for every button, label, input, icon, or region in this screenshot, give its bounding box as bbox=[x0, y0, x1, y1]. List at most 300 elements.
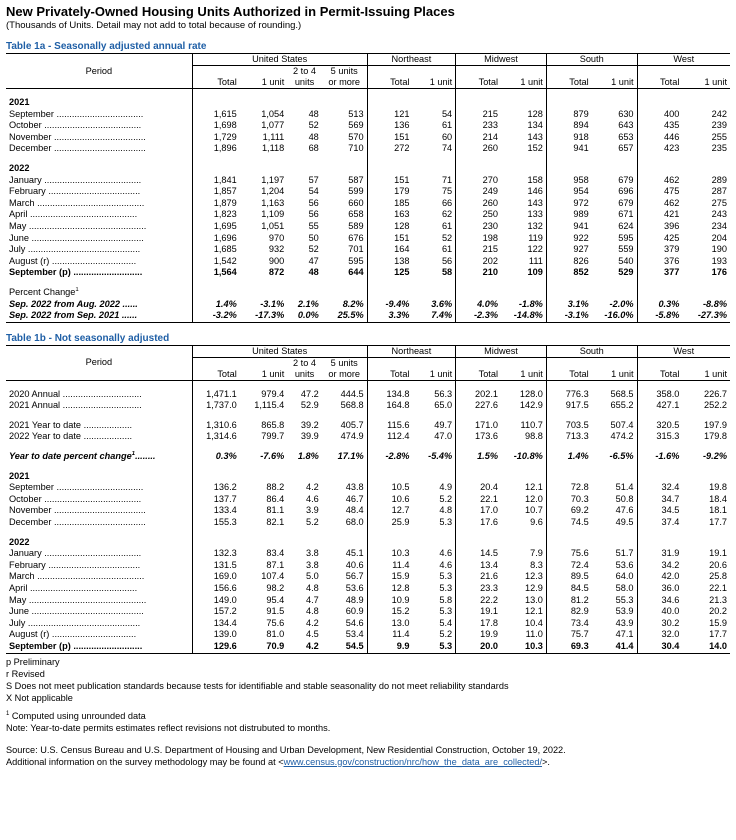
table-row bbox=[6, 120, 730, 132]
table-cell: -10.8% bbox=[513, 451, 543, 462]
empty-cell bbox=[192, 380, 240, 389]
empty-cell bbox=[412, 357, 455, 369]
table-cell: 39.9 bbox=[300, 431, 319, 442]
table-cell: 155.3 bbox=[192, 517, 240, 529]
table-cell: 4.9 bbox=[439, 482, 453, 493]
column-header: or more bbox=[322, 369, 367, 381]
table-cell: 270 bbox=[456, 175, 501, 187]
table-cell: 164.8 bbox=[367, 400, 412, 412]
empty-cell bbox=[682, 380, 730, 389]
table-cell: 51.7 bbox=[615, 548, 634, 559]
table-cell: 25.5% bbox=[322, 310, 367, 322]
table-cell: 72.8 bbox=[546, 482, 591, 494]
table-cell: 799.7 bbox=[261, 431, 285, 442]
empty-cell bbox=[637, 380, 682, 389]
table-cell: 47.6 bbox=[615, 505, 634, 516]
table-row bbox=[6, 256, 730, 268]
table-cell: 475 bbox=[637, 186, 682, 198]
row-label-text: February bbox=[9, 186, 46, 197]
table-cell: 358.0 bbox=[637, 389, 682, 401]
empty-cell bbox=[367, 471, 412, 483]
column-header: 1 unit bbox=[682, 77, 730, 89]
table-cell: 1,685 bbox=[192, 244, 240, 256]
empty-cell bbox=[287, 163, 322, 175]
empty-cell bbox=[546, 66, 591, 78]
table-cell: 10.9 bbox=[367, 595, 412, 607]
empty-cell bbox=[546, 287, 591, 299]
empty-cell bbox=[192, 155, 240, 163]
table-cell: 421 bbox=[637, 209, 682, 221]
empty-cell bbox=[287, 529, 322, 537]
row-label-text: August (r) bbox=[9, 255, 50, 266]
table-cell: -1.8% bbox=[518, 298, 543, 309]
row-label bbox=[6, 175, 192, 187]
row-label bbox=[6, 494, 192, 506]
percent-change-label: Percent Change bbox=[9, 286, 76, 297]
table-cell: 48.9 bbox=[345, 594, 364, 605]
empty-cell bbox=[682, 155, 730, 163]
table-cell: 1,823 bbox=[192, 209, 240, 221]
table-cell: 19.8 bbox=[709, 482, 727, 493]
empty-cell bbox=[322, 163, 367, 175]
section-row bbox=[6, 471, 730, 483]
empty-cell bbox=[240, 529, 288, 537]
table-cell: 58.0 bbox=[615, 583, 634, 593]
table-cell: 173.6 bbox=[456, 431, 501, 443]
table-cell: 18.1 bbox=[709, 505, 727, 516]
table-cell: 134.4 bbox=[192, 618, 240, 630]
row-label-text: 2022 Year to date bbox=[9, 431, 82, 442]
empty-cell bbox=[456, 380, 501, 389]
table-row bbox=[6, 431, 730, 443]
table-cell: 75.6 bbox=[266, 617, 285, 628]
column-header: 1 unit bbox=[682, 369, 730, 381]
table-cell: -7.6% bbox=[260, 451, 285, 462]
column-header: 1 unit bbox=[240, 77, 288, 89]
table-cell: 14.5 bbox=[456, 548, 501, 560]
table-cell: 202 bbox=[456, 256, 501, 268]
empty-cell bbox=[367, 163, 412, 175]
table-cell: 214 bbox=[456, 132, 501, 144]
table-cell: 107.4 bbox=[261, 571, 285, 582]
table-cell: 47 bbox=[308, 255, 319, 266]
empty-cell bbox=[192, 97, 240, 109]
table-cell: 1.5% bbox=[456, 451, 501, 463]
empty-cell bbox=[592, 163, 637, 175]
table-cell: 570 bbox=[348, 131, 364, 142]
table-cell: -2.8% bbox=[367, 451, 412, 463]
row-label-text: September (p) bbox=[9, 640, 71, 651]
empty-cell bbox=[412, 279, 455, 287]
table-cell: 425 bbox=[637, 233, 682, 245]
table-cell: 10.7 bbox=[524, 505, 543, 516]
empty-cell bbox=[240, 163, 288, 175]
table-cell: 98.2 bbox=[266, 583, 285, 593]
leader-dots: .......................................... bbox=[27, 209, 138, 220]
table-cell: 48 bbox=[308, 108, 319, 119]
empty-cell bbox=[456, 89, 501, 98]
row-label-text: September (p) bbox=[9, 267, 71, 278]
row-label-text: 2021 Year to date bbox=[9, 419, 82, 430]
period-header: Period bbox=[6, 54, 192, 89]
row-label-text: March bbox=[9, 571, 35, 582]
table-cell: 30.2 bbox=[637, 618, 682, 630]
empty-cell bbox=[501, 529, 546, 537]
additional-info bbox=[6, 756, 730, 768]
table-cell: 972 bbox=[546, 198, 591, 210]
table-cell: 20.4 bbox=[456, 482, 501, 494]
table-cell: 235 bbox=[711, 143, 727, 154]
footnote-mark: 1 bbox=[75, 286, 79, 293]
table-cell: 21.3 bbox=[709, 594, 727, 605]
column-header: Total bbox=[456, 369, 501, 381]
row-label-text: July bbox=[9, 617, 26, 628]
table-cell: 5.3 bbox=[439, 606, 453, 617]
empty-cell bbox=[456, 287, 501, 299]
table-cell: -1.6% bbox=[637, 451, 682, 463]
table-1b-label: Table 1b - Not seasonally adjusted bbox=[6, 332, 170, 344]
table-row bbox=[6, 198, 730, 210]
empty-cell bbox=[412, 66, 455, 78]
empty-cell bbox=[192, 412, 240, 420]
table-cell: 133.4 bbox=[192, 505, 240, 517]
section-label: 2021 bbox=[9, 470, 30, 481]
table-cell: 40.0 bbox=[637, 606, 682, 618]
spacer-cell bbox=[6, 529, 192, 537]
column-header: 1 unit bbox=[501, 77, 546, 89]
empty-cell bbox=[367, 155, 412, 163]
row-label bbox=[6, 186, 192, 198]
section-row bbox=[6, 537, 730, 549]
table-cell: 589 bbox=[348, 220, 364, 231]
table-cell: 61 bbox=[441, 120, 453, 131]
table-cell: 31.9 bbox=[637, 548, 682, 560]
empty-cell bbox=[682, 279, 730, 287]
table-cell: 84.5 bbox=[546, 583, 591, 595]
empty-cell bbox=[637, 463, 682, 471]
table-cell: 48.4 bbox=[345, 505, 364, 516]
table-cell: 179.8 bbox=[704, 431, 727, 442]
table-cell: 133 bbox=[527, 209, 543, 220]
empty-cell bbox=[456, 155, 501, 163]
table-cell: 879 bbox=[546, 109, 591, 121]
row-label-text: Sep. 2022 from Aug. 2022 bbox=[9, 298, 120, 309]
table-cell: 8.3 bbox=[530, 559, 543, 570]
table-cell: 275 bbox=[711, 197, 727, 208]
table-cell: 134 bbox=[527, 120, 543, 131]
table-cell: 540 bbox=[618, 255, 634, 266]
table-cell: 529 bbox=[618, 267, 634, 278]
table-cell: 12.9 bbox=[524, 583, 543, 593]
table-cell: 239 bbox=[711, 120, 727, 131]
table-cell: 56 bbox=[308, 209, 319, 220]
table-cell: 1,698 bbox=[192, 120, 240, 132]
empty-cell bbox=[322, 287, 367, 299]
row-label-text: November bbox=[9, 131, 52, 142]
empty-cell bbox=[287, 380, 322, 389]
table-cell: 34.6 bbox=[637, 595, 682, 607]
table-cell: 1,054 bbox=[261, 108, 285, 119]
table-cell: 4.6 bbox=[439, 559, 453, 570]
table-cell: -3.2% bbox=[192, 310, 240, 322]
empty-cell bbox=[287, 463, 322, 471]
table-cell: 979.4 bbox=[261, 388, 285, 399]
table-cell: 1,729 bbox=[192, 132, 240, 144]
table-cell: 474.2 bbox=[610, 431, 634, 442]
table-cell: 52 bbox=[441, 232, 453, 243]
table-cell: 52 bbox=[308, 244, 319, 255]
empty-cell bbox=[637, 155, 682, 163]
table-cell: 4.7 bbox=[306, 594, 319, 605]
table-cell: 47.0 bbox=[434, 431, 453, 442]
table-cell: 922 bbox=[546, 233, 591, 245]
methodology-link[interactable]: www.census.gov/construction/nrc/how_the_data_are_collected/ bbox=[283, 756, 543, 767]
empty-cell bbox=[287, 287, 322, 299]
group-header-south: South bbox=[546, 345, 637, 357]
table-cell: 21.6 bbox=[456, 571, 501, 583]
period-header: Period bbox=[6, 345, 192, 380]
table-cell: 0.3% bbox=[637, 299, 682, 311]
group-header-midwest: Midwest bbox=[456, 54, 547, 66]
leader-dots: .......................................... bbox=[34, 197, 145, 208]
group-header-united-states: United States bbox=[192, 345, 367, 357]
empty-cell bbox=[412, 463, 455, 471]
table-cell: 62 bbox=[441, 209, 453, 220]
table-cell: 657 bbox=[618, 143, 634, 154]
row-label-text: February bbox=[9, 559, 46, 570]
table-cell: 5.2 bbox=[306, 517, 319, 528]
table-cell: 20.0 bbox=[456, 641, 501, 653]
units-2to4-header: 2 to 4 bbox=[293, 66, 317, 76]
table-cell: 82.1 bbox=[266, 517, 285, 528]
empty-cell bbox=[367, 97, 412, 109]
table-cell: 249 bbox=[456, 186, 501, 198]
table-row bbox=[6, 583, 730, 595]
empty-cell bbox=[592, 279, 637, 287]
leader-dots: .................................... bbox=[51, 505, 146, 516]
table-cell: 1,564 bbox=[192, 267, 240, 279]
empty-cell bbox=[546, 380, 591, 389]
empty-cell bbox=[240, 471, 288, 483]
table-cell: 34.5 bbox=[637, 505, 682, 517]
empty-cell bbox=[682, 97, 730, 109]
table-cell: 1,197 bbox=[261, 174, 285, 185]
table-cell: 595 bbox=[348, 255, 364, 266]
footnote-1 bbox=[6, 710, 730, 722]
table-cell: 379 bbox=[637, 244, 682, 256]
table-cell: 13.0 bbox=[524, 594, 543, 605]
row-label-text: Year to date percent change bbox=[9, 451, 132, 462]
table-cell: -16.0% bbox=[592, 310, 637, 322]
table-cell: 1,314.6 bbox=[192, 431, 240, 443]
table-row bbox=[6, 267, 730, 279]
table-cell: 927 bbox=[546, 244, 591, 256]
section-label: 2021 bbox=[9, 97, 30, 107]
row-label bbox=[6, 233, 192, 245]
spacer-row bbox=[6, 155, 730, 163]
empty-cell bbox=[322, 443, 367, 451]
table-cell: 507.4 bbox=[610, 419, 634, 430]
spacer-row bbox=[6, 529, 730, 537]
table-cell: 10.6 bbox=[367, 494, 412, 506]
empty-cell bbox=[682, 412, 730, 420]
table-cell: 3.8 bbox=[306, 559, 319, 570]
table-cell: 4.0% bbox=[456, 299, 501, 311]
table-cell: 110.7 bbox=[520, 419, 543, 430]
empty-cell bbox=[501, 89, 546, 98]
table-cell: 43.9 bbox=[615, 617, 634, 628]
empty-cell bbox=[682, 443, 730, 451]
row-label-text: June bbox=[9, 606, 29, 617]
empty-cell bbox=[592, 529, 637, 537]
table-cell: 151 bbox=[367, 233, 412, 245]
table-cell: 128.0 bbox=[519, 388, 543, 399]
leader-dots: ...................................... bbox=[41, 548, 142, 559]
row-label-text: Sep. 2022 from Sep. 2021 bbox=[9, 310, 120, 321]
empty-cell bbox=[501, 471, 546, 483]
empty-cell bbox=[240, 279, 288, 287]
table-cell: 47.1 bbox=[615, 629, 634, 640]
table-row bbox=[6, 641, 730, 653]
table-cell: 17.7 bbox=[709, 517, 727, 528]
table-cell: 9.6 bbox=[530, 517, 543, 528]
row-label-text: December bbox=[9, 143, 52, 154]
table-cell: 179 bbox=[367, 186, 412, 198]
table-cell: -6.5% bbox=[609, 451, 634, 462]
leader-dots: ...................................... bbox=[41, 493, 142, 504]
table-cell: 255 bbox=[711, 131, 727, 142]
table-cell: 143 bbox=[527, 197, 543, 208]
table-cell: 9.9 bbox=[367, 641, 412, 653]
empty-cell bbox=[287, 89, 322, 98]
empty-cell bbox=[637, 97, 682, 109]
table-cell: 653 bbox=[618, 131, 634, 142]
empty-cell bbox=[637, 537, 682, 549]
empty-cell bbox=[412, 443, 455, 451]
additional-prefix: Additional information on the survey methodology may be found at < bbox=[6, 756, 284, 767]
table-cell: -9.2% bbox=[702, 451, 727, 462]
table-cell: 446 bbox=[637, 132, 682, 144]
table-cell: 193 bbox=[711, 255, 727, 266]
empty-cell bbox=[501, 97, 546, 109]
row-label-text: April bbox=[9, 583, 28, 593]
table-cell: 20.6 bbox=[709, 559, 727, 570]
table-cell: 129.6 bbox=[192, 641, 240, 653]
table-cell: 53.9 bbox=[615, 606, 634, 617]
table-cell: 12.7 bbox=[367, 505, 412, 517]
table-cell: 3.9 bbox=[306, 505, 319, 516]
empty-cell bbox=[546, 163, 591, 175]
empty-cell bbox=[412, 537, 455, 549]
table-cell: 10.5 bbox=[367, 482, 412, 494]
units-5plus-header: 5 units bbox=[330, 66, 358, 76]
row-label bbox=[6, 267, 192, 279]
row-label bbox=[6, 244, 192, 256]
table-cell: 152 bbox=[527, 143, 543, 154]
table-cell: 83.4 bbox=[266, 548, 285, 559]
table-cell: 872 bbox=[268, 267, 285, 278]
table-cell: 1.8% bbox=[297, 451, 319, 462]
table-cell: 1,163 bbox=[261, 197, 285, 208]
table-cell: 0.0% bbox=[287, 310, 322, 322]
table-cell: 53.6 bbox=[345, 583, 364, 593]
table-cell: 50.8 bbox=[615, 493, 634, 504]
column-header: or more bbox=[322, 77, 367, 89]
table-cell: 272 bbox=[367, 143, 412, 155]
table-cell: 400 bbox=[637, 109, 682, 121]
section-label: 2022 bbox=[9, 536, 30, 547]
table-cell: 376 bbox=[637, 256, 682, 268]
column-header: 1 unit bbox=[592, 369, 637, 381]
table-cell: 48 bbox=[308, 267, 319, 278]
empty-cell bbox=[682, 529, 730, 537]
empty-cell bbox=[456, 97, 501, 109]
table-row bbox=[6, 186, 730, 198]
empty-cell bbox=[367, 89, 412, 98]
table-row bbox=[6, 420, 730, 432]
row-label-text: December bbox=[9, 517, 52, 528]
column-header: 1 unit bbox=[412, 369, 455, 381]
table-cell: 156.6 bbox=[192, 583, 240, 595]
table-row bbox=[6, 244, 730, 256]
row-label-text: September bbox=[9, 108, 54, 119]
table-cell: 56.3 bbox=[434, 388, 453, 399]
table-cell: 5.2 bbox=[439, 493, 453, 504]
empty-cell bbox=[546, 97, 591, 109]
empty-cell bbox=[367, 357, 412, 369]
empty-cell bbox=[240, 287, 288, 299]
table-cell: 75 bbox=[441, 186, 453, 197]
table-cell: 169.0 bbox=[192, 571, 240, 583]
table-cell: 17.0 bbox=[456, 505, 501, 517]
row-label-text: October bbox=[9, 493, 42, 504]
empty-cell bbox=[367, 463, 412, 471]
table-cell: 989 bbox=[546, 209, 591, 221]
table-cell: 131.5 bbox=[192, 560, 240, 572]
empty-cell bbox=[192, 66, 240, 78]
empty-cell bbox=[501, 279, 546, 287]
table-cell: 86.4 bbox=[266, 493, 285, 504]
empty-cell bbox=[637, 66, 682, 78]
table-cell: 128 bbox=[527, 108, 543, 119]
section-row bbox=[6, 97, 730, 109]
table-cell: 377 bbox=[637, 267, 682, 279]
table-cell: 151 bbox=[367, 175, 412, 187]
leader-dots: ............................................ bbox=[28, 232, 144, 243]
table-cell: 17.1% bbox=[337, 451, 364, 462]
table-cell: 1,118 bbox=[261, 143, 285, 154]
table-cell: 34.2 bbox=[637, 560, 682, 572]
column-header: Total bbox=[367, 77, 412, 89]
table-cell: -14.8% bbox=[501, 310, 546, 322]
additional-suffix: >. bbox=[542, 756, 550, 767]
table-cell: 11.0 bbox=[525, 629, 543, 640]
spacer-row bbox=[6, 443, 730, 451]
table-cell: 149.0 bbox=[192, 595, 240, 607]
empty-cell bbox=[367, 443, 412, 451]
table-cell: 243 bbox=[711, 209, 727, 220]
leader-dots: .......................................... bbox=[27, 583, 138, 593]
table-cell: 30.4 bbox=[637, 641, 682, 653]
row-label bbox=[6, 629, 192, 641]
table-cell: 703.5 bbox=[546, 420, 591, 432]
table-cell: 5.3 bbox=[439, 583, 453, 593]
section-label: 2022 bbox=[9, 162, 30, 173]
table-cell: 643 bbox=[618, 120, 634, 131]
table-cell: 91.5 bbox=[266, 606, 285, 617]
table-cell: 81.2 bbox=[546, 595, 591, 607]
table-cell: 7.9 bbox=[530, 548, 543, 559]
